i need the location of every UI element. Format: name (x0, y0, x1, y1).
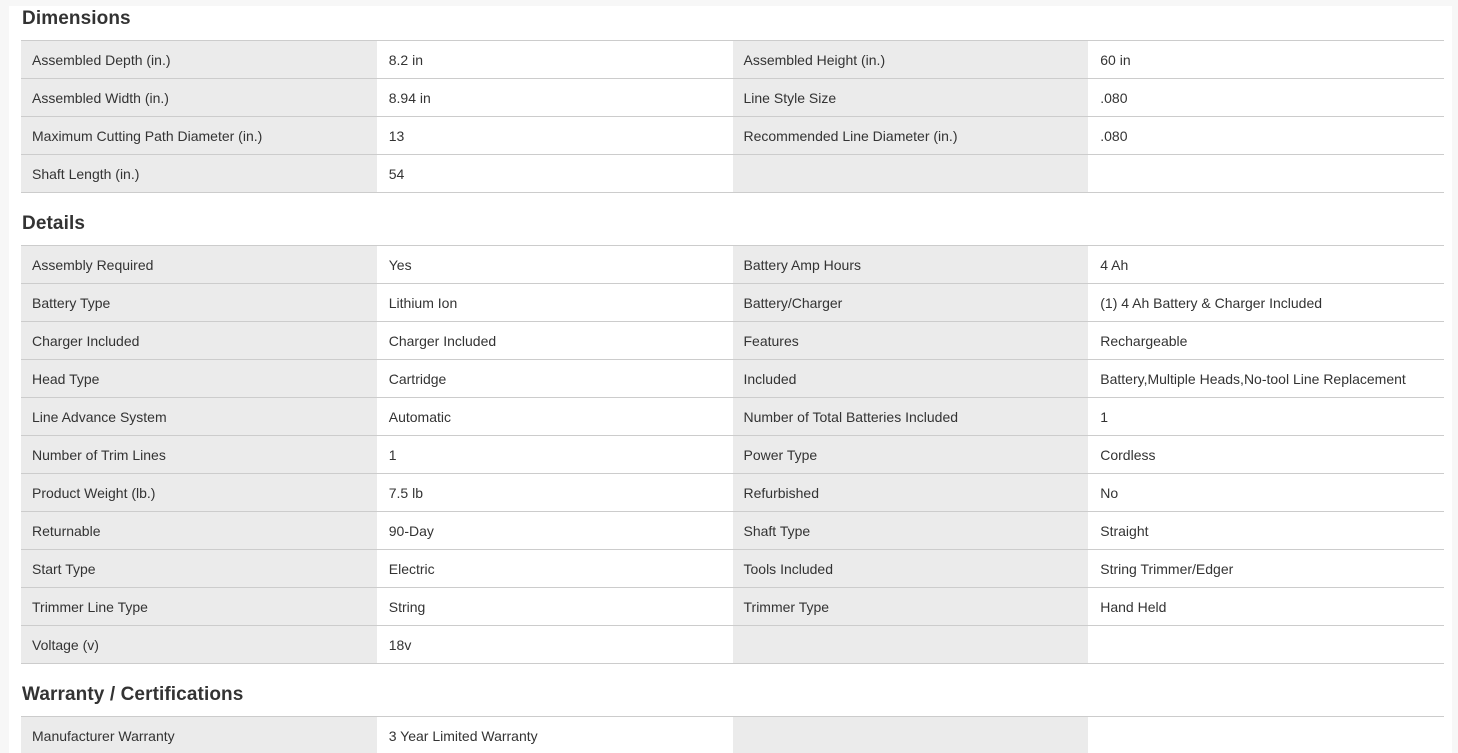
spec-value-cell: 13 (377, 117, 733, 154)
spec-value-cell: Charger Included (377, 322, 733, 359)
spec-label-cell: Assembled Width (in.) (21, 79, 377, 116)
spec-row (21, 322, 1444, 360)
spec-table-warranty-certifications (21, 716, 1444, 753)
spec-label-cell: Line Advance System (21, 398, 377, 435)
spec-table-dimensions (21, 40, 1444, 193)
spec-row (21, 41, 1444, 79)
spec-value-cell: 90-Day (377, 512, 733, 549)
section-dimensions (21, 6, 1444, 193)
spec-value-cell: String Trimmer/Edger (1088, 550, 1444, 587)
spec-row (21, 117, 1444, 155)
spec-row (21, 550, 1444, 588)
spec-label-cell: Tools Included (733, 550, 1089, 587)
spec-label-cell: Maximum Cutting Path Diameter (in.) (21, 117, 377, 154)
spec-label-cell: Returnable (21, 512, 377, 549)
spec-label-cell: Features (733, 322, 1089, 359)
spec-value-cell: Battery,Multiple Heads,No-tool Line Replacement (1088, 360, 1444, 397)
spec-row (21, 246, 1444, 284)
spec-row (21, 626, 1444, 664)
section-title-warranty-certifications: Warranty / Certifications (22, 684, 244, 705)
spec-label-cell (733, 626, 1089, 663)
spec-label-cell: Shaft Length (in.) (21, 155, 377, 192)
spec-value-cell (1088, 626, 1444, 663)
spec-value-cell: 3 Year Limited Warranty (377, 717, 733, 753)
spec-row (21, 474, 1444, 512)
spec-value-cell (1088, 155, 1444, 192)
section-details (21, 211, 1444, 664)
specifications-panel (9, 6, 1452, 753)
spec-row (21, 79, 1444, 117)
spec-value-cell: 54 (377, 155, 733, 192)
spec-value-cell: 8.2 in (377, 41, 733, 78)
spec-value-cell: String (377, 588, 733, 625)
spec-value-cell: 18v (377, 626, 733, 663)
spec-label-cell: Included (733, 360, 1089, 397)
spec-row (21, 360, 1444, 398)
spec-value-cell: Hand Held (1088, 588, 1444, 625)
spec-row (21, 398, 1444, 436)
spec-value-cell: 7.5 lb (377, 474, 733, 511)
spec-row (21, 588, 1444, 626)
spec-value-cell (1088, 717, 1444, 753)
spec-value-cell: Yes (377, 246, 733, 283)
spec-row (21, 155, 1444, 193)
spec-label-cell (733, 717, 1089, 753)
spec-value-cell: .080 (1088, 79, 1444, 116)
section-title-dimensions: Dimensions (22, 8, 131, 29)
spec-value-cell: 1 (377, 436, 733, 473)
spec-value-cell: Automatic (377, 398, 733, 435)
spec-value-cell: Electric (377, 550, 733, 587)
spec-label-cell: Manufacturer Warranty (21, 717, 377, 753)
spec-value-cell: 1 (1088, 398, 1444, 435)
spec-label-cell: Number of Trim Lines (21, 436, 377, 473)
spec-label-cell: Trimmer Type (733, 588, 1089, 625)
spec-label-cell (733, 155, 1089, 192)
spec-value-cell: 4 Ah (1088, 246, 1444, 283)
section-title-details: Details (22, 213, 86, 234)
spec-label-cell: Number of Total Batteries Included (733, 398, 1089, 435)
spec-label-cell: Assembled Height (in.) (733, 41, 1089, 78)
spec-value-cell: Cartridge (377, 360, 733, 397)
spec-table-details (21, 245, 1444, 664)
spec-value-cell: Rechargeable (1088, 322, 1444, 359)
spec-label-cell: Battery Amp Hours (733, 246, 1089, 283)
spec-row (21, 284, 1444, 322)
spec-value-cell: Lithium Ion (377, 284, 733, 321)
spec-label-cell: Power Type (733, 436, 1089, 473)
spec-value-cell: (1) 4 Ah Battery & Charger Included (1088, 284, 1444, 321)
spec-label-cell: Battery/Charger (733, 284, 1089, 321)
spec-label-cell: Head Type (21, 360, 377, 397)
spec-row (21, 436, 1444, 474)
spec-label-cell: Refurbished (733, 474, 1089, 511)
spec-label-cell: Product Weight (lb.) (21, 474, 377, 511)
spec-row (21, 512, 1444, 550)
spec-label-cell: Trimmer Line Type (21, 588, 377, 625)
spec-label-cell: Assembled Depth (in.) (21, 41, 377, 78)
spec-label-cell: Line Style Size (733, 79, 1089, 116)
spec-label-cell: Assembly Required (21, 246, 377, 283)
spec-value-cell: No (1088, 474, 1444, 511)
spec-value-cell: Cordless (1088, 436, 1444, 473)
spec-label-cell: Charger Included (21, 322, 377, 359)
spec-label-cell: Recommended Line Diameter (in.) (733, 117, 1089, 154)
spec-label-cell: Shaft Type (733, 512, 1089, 549)
spec-label-cell: Voltage (v) (21, 626, 377, 663)
spec-value-cell: 8.94 in (377, 79, 733, 116)
spec-value-cell: Straight (1088, 512, 1444, 549)
spec-label-cell: Start Type (21, 550, 377, 587)
spec-value-cell: .080 (1088, 117, 1444, 154)
spec-row (21, 717, 1444, 753)
spec-label-cell: Battery Type (21, 284, 377, 321)
section-warranty-certifications (21, 682, 1444, 753)
spec-value-cell: 60 in (1088, 41, 1444, 78)
